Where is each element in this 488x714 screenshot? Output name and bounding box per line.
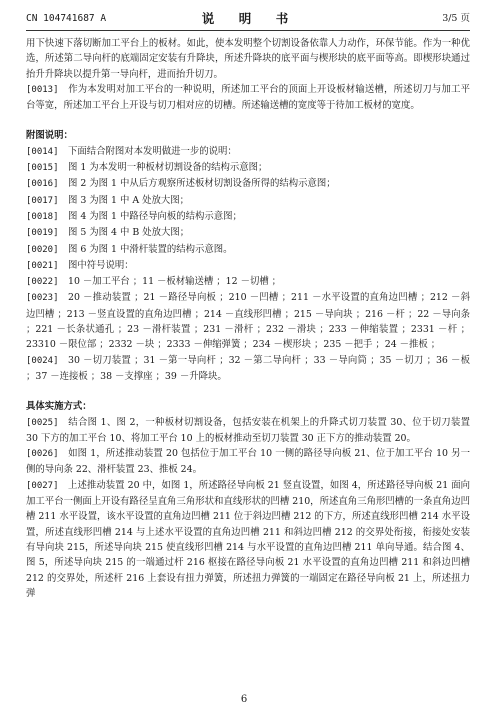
page-header xyxy=(26,10,470,28)
paragraph xyxy=(26,82,470,114)
paragraph-text: 图 5 为图 4 中 B 处放大图； xyxy=(68,227,190,239)
paragraph xyxy=(26,290,470,352)
paragraph xyxy=(26,225,470,241)
paragraph xyxy=(26,193,470,209)
paragraph-text: 10 －加工平台 ；11 －板材输送槽 ；12 －切槽 ； xyxy=(68,276,282,288)
paragraph-text: 图 2 为图 1 中从后方观察所述板材切割设备所得的结构示意图； xyxy=(68,178,336,190)
paragraph xyxy=(26,446,470,478)
header-rule xyxy=(26,30,470,31)
paragraph-text: 30 －切刀装置 ；31 －第一导向杆 ；32 －第二导向杆 ；33 －导向筒 ；35 －切刀 ；36 －板 ；37 －连接板 ；38 －支撑座 ；39 －升降块。 xyxy=(26,354,470,382)
paragraph-number: [0027] xyxy=(26,480,59,491)
embodiment-paragraphs xyxy=(26,415,470,602)
figure-paragraphs xyxy=(26,144,470,384)
page-counter: 3/5 页 xyxy=(442,13,470,24)
paragraph-number: [0016] xyxy=(26,179,59,190)
publication-number: CN 104741687 A xyxy=(26,13,107,24)
paragraph-text: 用下快速下落切断加工平台上的板材。如此，使本发明整个切割设备依靠人力动作，环保节能。作为一种优选，所述第二导向杆的底端固定安装有升降块，所述升降块的底平面与楔形块的底平面等高。即楔形块通过抬升升降块以提升第一导向杆，进而抬升切刀。 xyxy=(26,38,470,80)
paragraph-text: 图 1 为本发明一种板材切割设备的结构示意图； xyxy=(68,162,268,174)
paragraph xyxy=(26,353,470,385)
paragraph-number: [0021] xyxy=(26,260,59,271)
paragraph xyxy=(26,242,470,258)
paragraph-number: [0015] xyxy=(26,163,59,174)
paragraph-text: 下面结合附图对本发明做进一步的说明： xyxy=(68,145,237,157)
paragraph xyxy=(26,160,470,176)
paragraph-text: 20 －推动装置 ；21 －路径导向板 ；210 －凹槽 ；211 －水平设置的直角边凹槽 ；212 －斜边凹槽 ；213 －竖直设置的直角边凹槽 ；214 －直线形凹槽 ；215 －导向块 ；216 －杆 ；22 －导向条 ；221 －长条状通孔 ；23 －滑杆装置 ；231 －滑杆 ；232 －滑块 ；233 －伸缩装置 ；2331 －杆 ；23310 －限位部 ；2332 －块 ；2333 －伸缩弹簧 ；234 －楔形块 ；235 －把手 ；24 －推板 ； xyxy=(26,292,470,351)
paragraph-number: [0018] xyxy=(26,211,59,222)
paragraph-number: [0022] xyxy=(26,277,59,288)
paragraph xyxy=(26,415,470,447)
paragraph-number: [0023] xyxy=(26,293,59,304)
paragraph-text: 图 3 为图 1 中 A 处放大图； xyxy=(68,194,189,206)
paragraph-number: [0014] xyxy=(26,146,59,157)
paragraph-text: 图中符号说明： xyxy=(68,259,134,271)
paragraph xyxy=(26,478,470,601)
paragraph xyxy=(26,36,470,82)
paragraph-text: 作为本发明对加工平台的一种说明，所述加工平台的顶面上开设板材输送槽，所述切刀与加工平台等宽，所述加工平台上开设与切刀相对应的切槽。所述输送槽的宽度等于待加工板材的宽度。 xyxy=(26,83,470,112)
paragraph-text: 图 6 为图 1 中滑杆装置的结构示意图。 xyxy=(68,243,233,255)
paragraph-text: 结合图 1、图 2，一种板材切割设备，包括安装在机架上的升降式切刀装置 30、位于切刀装置 30 下方的加工平台 10、将加工平台 10 上的板材推动至切刀装置 30 正下方的推动装置 20。 xyxy=(26,416,470,444)
paragraph-number: [0025] xyxy=(26,417,59,428)
paragraph-number: [0017] xyxy=(26,195,59,206)
intro-paragraphs xyxy=(26,36,470,113)
paragraph-text: 上述推动装置 20 中，如图 1，所述路径导向板 21 竖直设置，如图 4，所述路径导向板 21 面向加工平台一侧面上开设有路径呈直角三角形状和直线形状的凹槽 210，所述直角三角形凹槽的一条直角边凹槽 211 水平设置，该水平设置的直角边凹槽 211 位于斜边凹槽 212 的下方，所述直线形凹槽 214 水平设置，所述直线形凹槽 214 与上述水平设置的直角边凹槽 211 和斜边凹槽 212 的交界处衔接，衔接处安装有导向块 215，所述导向块 215 使直线形凹槽 214 与水平设置的直角边凹槽 211 单向导通。结合图 4、图 5，所述导向块 215 的一端通过杆 216 枢接在路径导向板 21 水平设置的直角边凹槽 211 和斜边凹槽 212 的交界处，所述杆 216 上套设有扭力弹簧，所述扭力弹簧的一端固定在路径导向板 21 上，所述扭力弹 xyxy=(26,479,470,599)
paragraph-text: 如图 1，所述推动装置 20 包括位于加工平台 10 一侧的路径导向板 21、位于加工平台 10 另一侧的导向条 22、滑杆装置 23、推板 24。 xyxy=(26,448,470,476)
paragraph xyxy=(26,144,470,160)
paragraph-number: [0024] xyxy=(26,355,59,366)
page-number: 6 xyxy=(240,694,248,705)
paragraph xyxy=(26,274,470,290)
paragraph-number: [0019] xyxy=(26,228,59,239)
section-heading-embodiment: 具体实施方式： xyxy=(26,401,92,413)
section-heading-figures: 附图说明： xyxy=(26,130,73,142)
paragraph xyxy=(26,258,470,274)
paragraph-number: [0026] xyxy=(26,449,59,460)
document-title: 说 明 书 xyxy=(201,11,295,26)
paragraph-number: [0013] xyxy=(26,84,59,95)
paragraph xyxy=(26,176,470,192)
paragraph-number: [0020] xyxy=(26,244,59,255)
document-body xyxy=(26,36,470,601)
paragraph xyxy=(26,209,470,225)
paragraph-text: 图 4 为图 1 中路径导向板的结构示意图； xyxy=(68,210,242,222)
